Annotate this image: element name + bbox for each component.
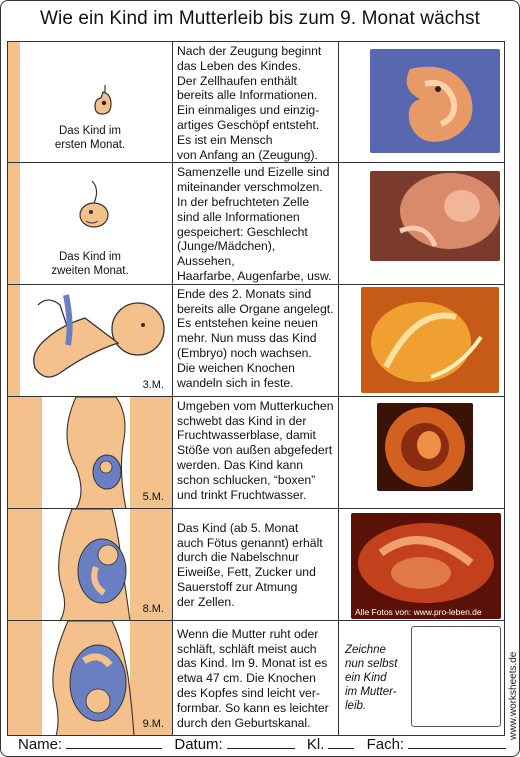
drawing-prompt-cell [339, 620, 505, 735]
table-row [8, 163, 505, 284]
embryo-photo-2 [370, 171, 500, 261]
table-row [8, 620, 505, 735]
text-cell [173, 396, 339, 508]
text-cell [173, 620, 339, 735]
photo-cell [339, 508, 505, 620]
class-field[interactable] [328, 734, 354, 749]
photo-credit: Alle Fotos von: www.pro-leben.de [355, 606, 482, 617]
text-cell [173, 163, 339, 284]
name-label: Name: [18, 736, 63, 753]
embryo-photo-1 [370, 49, 500, 153]
fetus-photo-8 [351, 513, 501, 619]
month-label: 9.M. [142, 717, 164, 730]
text-cell [173, 284, 339, 396]
development-table [7, 41, 505, 736]
row-caption: Das Kind im ersten Monat. [54, 125, 126, 152]
row-caption: Das Kind im zweiten Monat. [51, 250, 129, 277]
row-text: Ende des 2. Monats sind bereits alle Organe angelegt. Es entstehen keine neuen mehr. Nun muss das Kind (Embryo) noch wachsen. Die weichen Knochen wandeln sich in feste. [177, 286, 334, 390]
table-row [8, 508, 505, 620]
row-text: Nach der Zeugung beginnt das Leben des Kindes. Der Zellhaufen enthält bereits alle Informationen. Ein einmaliges und einzig- artiges Geschöpf entsteht. Es ist ein Mensch von Anfang an (Zeugung). [177, 44, 322, 162]
page-title: Wie ein Kind im Mutterleib bis zum 9. Monat wächst [39, 8, 481, 29]
month-label: 8.M. [142, 602, 164, 615]
drawing-cell [8, 396, 173, 508]
photo-cell [339, 396, 505, 508]
row-text: Umgeben vom Mutterkuchen schwebt das Kind in der Fruchtwasserblase, damit Stöße von außen abgefedert werden. Das Kind kann schon schlucken, “boxen” und trinkt Fruchtwasser. [177, 398, 334, 502]
drawing-cell [8, 284, 173, 396]
photo-cell [339, 42, 505, 163]
photo-cell [339, 284, 505, 396]
row-text: Wenn die Mutter ruht oder schläft, schläft meist auch das Kind. Im 9. Monat ist es etwa 47 cm. Die Knochen des Kopfes sind leicht ver- formbar. So kann es leichter durch den Geburtskanal. [177, 626, 329, 730]
name-field[interactable] [66, 734, 162, 749]
row-text: Samenzelle und Eizelle sind miteinander verschmolzen. In der befruchteten Zelle sind alle Informationen gespeichert: Geschlecht (Junge/Mädchen), Aussehen, Haarfarbe, Augenfarbe, usw. [177, 165, 332, 283]
row-text: Das Kind (ab 5. Monat auch Fötus genannt) erhält durch die Nabelschnur Eiweiße, Fett, Zucker und Sauerstoff zur Atmung der Zellen. [177, 520, 323, 609]
drawing-box[interactable] [411, 626, 501, 727]
fetus-photo-3 [361, 287, 499, 393]
subject-field[interactable] [408, 734, 506, 749]
drawing-cell [8, 620, 173, 735]
drawing-cell [8, 42, 173, 163]
date-field[interactable] [227, 734, 295, 749]
class-label: Kl. [306, 736, 325, 753]
month-label: 3.M. [142, 378, 164, 391]
table-row [8, 396, 505, 508]
date-label: Datum: [174, 736, 223, 753]
subject-label: Fach: [366, 736, 405, 753]
drawing-cell [8, 163, 173, 284]
text-cell [173, 508, 339, 620]
table-row [8, 42, 505, 163]
photo-cell [339, 163, 505, 284]
table-row [8, 284, 505, 396]
drawing-cell [8, 508, 173, 620]
text-cell [173, 42, 339, 163]
month-label: 5.M. [142, 490, 164, 503]
draw-prompt: Zeichne nun selbst ein Kind im Mutter- leib. [345, 643, 398, 712]
fetus-photo-5 [377, 403, 473, 491]
watermark: www.worksheets.de [508, 651, 519, 740]
footer-fields [18, 734, 510, 753]
